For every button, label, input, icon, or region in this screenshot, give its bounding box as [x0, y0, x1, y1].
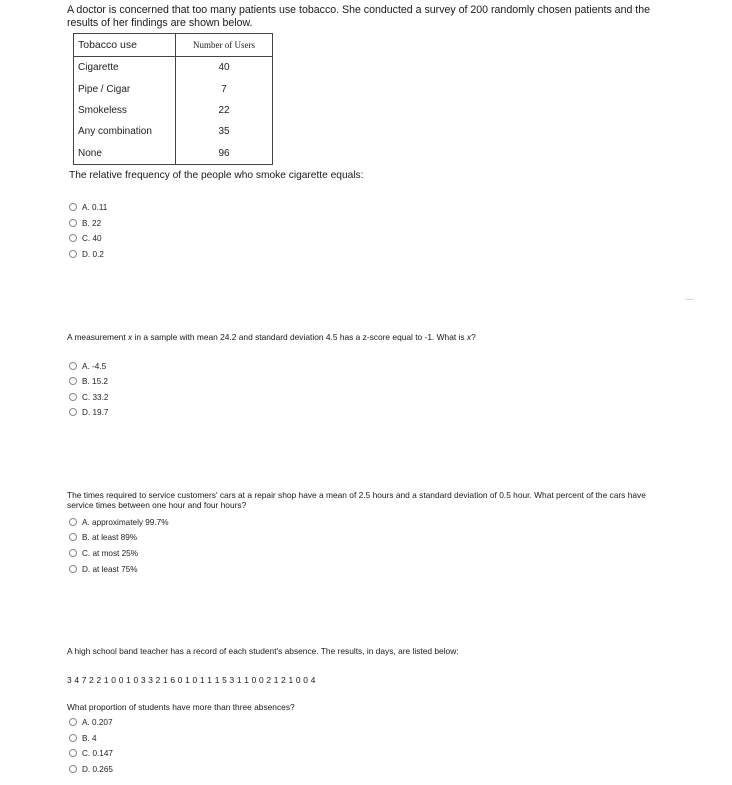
option-label: A. approximately 99.7%: [82, 517, 169, 527]
option-label: D. 19.7: [82, 407, 109, 417]
q1-option-d[interactable]: [69, 248, 104, 260]
q2-stem: [67, 332, 476, 342]
divider: [685, 299, 694, 300]
tobacco-table: [73, 33, 273, 165]
radio-button-icon[interactable]: [69, 518, 77, 526]
q1-option-a[interactable]: [69, 201, 107, 213]
table-header-number-of-users: Number of Users: [176, 34, 273, 57]
option-label: C. 40: [82, 233, 102, 243]
radio-button-icon[interactable]: [69, 250, 77, 258]
option-label: A. 0.11: [82, 202, 108, 212]
q2-stem-part-2: in a sample with mean 24.2 and standard deviation 4.5 has a z-score equal to -1. What is: [132, 332, 467, 342]
q4-stem: A high school band teacher has a record of each student's absence. The results, in days, are listed below:: [67, 646, 459, 656]
option-label: D. 0.265: [82, 764, 113, 774]
radio-button-icon[interactable]: [69, 749, 77, 757]
table-cell-count: 96: [176, 143, 273, 165]
table-cell-count: 40: [176, 57, 273, 79]
q2-option-b[interactable]: [69, 375, 108, 387]
option-label: B. 22: [82, 218, 102, 228]
q3-option-a[interactable]: [69, 516, 168, 528]
q4-option-d[interactable]: [69, 763, 113, 775]
radio-button-icon[interactable]: [69, 765, 77, 773]
table-cell-name: Cigarette: [74, 57, 176, 79]
radio-button-icon[interactable]: [69, 565, 77, 573]
table-cell-name: Any combination: [74, 121, 176, 142]
table-row: [74, 57, 273, 79]
table-row: [74, 100, 273, 121]
option-label: B. 15.2: [82, 376, 108, 386]
radio-button-icon[interactable]: [69, 219, 77, 227]
q2-stem-part-1: A measurement: [67, 332, 128, 342]
q1-option-c[interactable]: [69, 232, 102, 244]
option-label: A. 0.207: [82, 717, 113, 727]
table-header-tobacco-use: Tobacco use: [74, 34, 176, 57]
radio-button-icon[interactable]: [69, 362, 77, 370]
q3-option-d[interactable]: [69, 563, 138, 575]
q4-question: What proportion of students have more than three absences?: [67, 702, 295, 712]
q1-option-b[interactable]: [69, 217, 101, 229]
q3-option-c[interactable]: [69, 547, 138, 559]
table-row: [74, 78, 273, 99]
table-cell-name: None: [74, 143, 176, 165]
table-cell-name: Pipe / Cigar: [74, 78, 176, 99]
option-label: A. -4.5: [82, 361, 107, 371]
q3-option-b[interactable]: [69, 531, 137, 543]
table-row: [74, 143, 273, 165]
q2-stem-variable-x: x: [466, 332, 472, 342]
radio-button-icon[interactable]: [69, 533, 77, 541]
q2-option-c[interactable]: [69, 391, 108, 403]
radio-button-icon[interactable]: [69, 393, 77, 401]
option-label: D. at least 75%: [82, 564, 138, 574]
radio-button-icon[interactable]: [69, 377, 77, 385]
radio-button-icon[interactable]: [69, 549, 77, 557]
table-cell-count: 35: [176, 121, 273, 142]
table-header-row: [74, 34, 273, 57]
q4-absence-data: 3 4 7 2 2 1 0 0 1 0 3 3 2 1 6 0 1 0 1 1 1 5 3 1 1 0 0 2 1 2 1 0 0 4: [67, 675, 316, 685]
radio-button-icon[interactable]: [69, 718, 77, 726]
table-cell-count: 7: [176, 78, 273, 99]
table-cell-count: 22: [176, 100, 273, 121]
table-row: [74, 121, 273, 142]
radio-button-icon[interactable]: [69, 234, 77, 242]
option-label: D. 0.2: [82, 249, 104, 259]
option-label: B. at least 89%: [82, 532, 138, 542]
radio-button-icon[interactable]: [69, 408, 77, 416]
q1-stem: The relative frequency of the people who smoke cigarette equals:: [69, 170, 364, 181]
q2-stem-variable-x: x: [127, 332, 133, 342]
option-label: C. 33.2: [82, 392, 109, 402]
table-cell-name: Smokeless: [74, 100, 176, 121]
q4-option-a[interactable]: [69, 716, 113, 728]
q2-option-a[interactable]: [69, 360, 106, 372]
q2-stem-part-3: ?: [471, 332, 476, 342]
q4-option-b[interactable]: [69, 732, 97, 744]
q3-stem: The times required to service customers' cars at a repair shop have a mean of 2.5 hours and a standard deviation of 0.5 hour. What percent of the cars have service times between one hour and four hours?: [67, 490, 646, 510]
radio-button-icon[interactable]: [69, 203, 77, 211]
option-label: B. 4: [82, 733, 97, 743]
option-label: C. at most 25%: [82, 548, 138, 558]
option-label: C. 0.147: [82, 748, 113, 758]
q4-option-c[interactable]: [69, 747, 113, 759]
q2-option-d[interactable]: [69, 406, 108, 418]
q1-intro: A doctor is concerned that too many patients use tobacco. She conducted a survey of 200 randomly chosen patients and the results of her findings are shown below.: [67, 4, 651, 29]
radio-button-icon[interactable]: [69, 734, 77, 742]
